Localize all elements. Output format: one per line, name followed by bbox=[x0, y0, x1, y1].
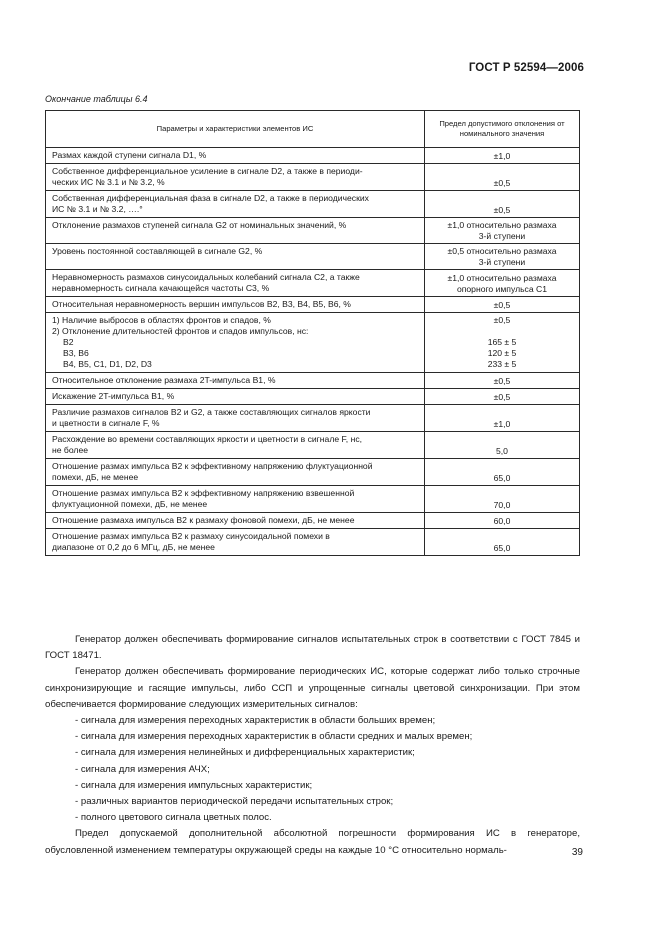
parameter-text: Уровень постоянной составляющей в сигнале G2, % bbox=[52, 246, 263, 256]
page-number: 39 bbox=[571, 847, 583, 858]
tolerance-cell bbox=[425, 218, 580, 244]
parameter-cell bbox=[46, 373, 425, 389]
tolerance-value: ±0,5 bbox=[493, 205, 511, 215]
parameter-cell bbox=[46, 164, 425, 191]
table-row bbox=[46, 191, 580, 218]
parameter-text: В2 bbox=[63, 337, 74, 347]
parameter-cell bbox=[46, 244, 425, 270]
tolerance-value: 70,0 bbox=[493, 500, 511, 510]
tolerance-cell bbox=[425, 191, 580, 218]
table-row bbox=[46, 373, 580, 389]
table-row bbox=[46, 164, 580, 191]
parameter-cell bbox=[46, 191, 425, 218]
parameter-text: Собственное дифференциальное усиление в сигнале D2, а также в периоди- bbox=[52, 166, 363, 176]
table-row bbox=[46, 297, 580, 313]
tolerance-cell bbox=[425, 405, 580, 432]
tolerance-value: 3-й ступени bbox=[478, 257, 526, 267]
parameter-text: Относительная неравномерность вершин импульсов В2, В3, В4, В5, В6, % bbox=[52, 299, 351, 309]
tolerance-cell bbox=[425, 244, 580, 270]
tolerance-cell bbox=[425, 297, 580, 313]
tolerance-value: 5,0 bbox=[496, 446, 508, 456]
tolerance-value: ±1,0 bbox=[493, 419, 511, 429]
parameter-text: Отклонение размахов ступеней сигнала G2 от номинальных значений, % bbox=[52, 220, 347, 230]
list-item: - сигнала для измерения нелинейных и дифференциальных характеристик; bbox=[75, 747, 415, 759]
parameter-cell bbox=[46, 313, 425, 373]
parameter-text: ческих ИС № 3.1 и № 3.2, % bbox=[52, 177, 165, 187]
parameter-cell bbox=[46, 148, 425, 164]
parameter-cell bbox=[46, 432, 425, 459]
parameter-cell bbox=[46, 389, 425, 405]
parameter-text: В4, В5, С1, D1, D2, D3 bbox=[63, 359, 152, 369]
parameter-text: Относительное отклонение размаха 2T-импульса В1, % bbox=[52, 375, 276, 385]
tolerance-value: ±0,5 bbox=[493, 376, 511, 386]
table-row bbox=[46, 244, 580, 270]
parameter-cell bbox=[46, 218, 425, 244]
table-row bbox=[46, 529, 580, 556]
parameter-text: неравномерность сигнала качающейся частоты С3, % bbox=[52, 283, 270, 293]
signal-list bbox=[45, 713, 580, 826]
table-row bbox=[46, 513, 580, 529]
parameter-cell bbox=[46, 529, 425, 556]
tolerance-cell bbox=[425, 486, 580, 513]
tolerance-value: ±0,5 bbox=[493, 392, 511, 402]
tolerance-value: 60,0 bbox=[493, 516, 511, 526]
parameter-text: помехи, дБ, не менее bbox=[52, 472, 139, 482]
parameter-cell bbox=[46, 486, 425, 513]
tolerance-value: ±0,5 bbox=[493, 315, 511, 325]
parameters-table bbox=[45, 110, 580, 556]
tolerance-value: ±0,5 bbox=[493, 178, 511, 188]
parameter-text: диапазоне от 0,2 до 6 МГц, дБ, не менее bbox=[52, 542, 215, 552]
tolerance-value: ±1,0 относительно размаха bbox=[447, 273, 557, 283]
list-item: - полного цветового сигнала цветных полос. bbox=[75, 812, 272, 824]
parameter-text: Размах каждой ступени сигнала D1, % bbox=[52, 150, 207, 160]
list-item: - сигнала для измерения переходных характеристик в области средних и малых времен; bbox=[75, 731, 473, 743]
table-row bbox=[46, 148, 580, 164]
parameter-text: Расхождение во времени составляющих яркости и цветности в сигнале F, нс, bbox=[52, 434, 363, 444]
list-item: - различных вариантов периодической передачи испытательных строк; bbox=[75, 796, 394, 808]
tolerance-value: 120 ± 5 bbox=[487, 348, 517, 358]
table-caption: Окончание таблицы 6.4 bbox=[45, 94, 148, 104]
tolerance-cell bbox=[425, 313, 580, 373]
tolerance-cell bbox=[425, 164, 580, 191]
tolerance-cell bbox=[425, 513, 580, 529]
parameter-cell bbox=[46, 270, 425, 297]
parameter-text: Отношение размаха импульса В2 к размаху фоновой помехи, дБ, не менее bbox=[52, 515, 355, 525]
parameter-cell bbox=[46, 513, 425, 529]
table-row bbox=[46, 486, 580, 513]
body-text bbox=[45, 632, 580, 859]
column-header-parameters: Параметры и характеристики элементов ИС bbox=[46, 111, 425, 148]
parameter-text: Собственная дифференциальная фаза в сигнале D2, а также в периодических bbox=[52, 193, 369, 203]
parameter-cell bbox=[46, 405, 425, 432]
table-row bbox=[46, 218, 580, 244]
table-row bbox=[46, 270, 580, 297]
tolerance-cell bbox=[425, 389, 580, 405]
parameter-text: и цветности в сигнале F, % bbox=[52, 418, 160, 428]
tolerance-value bbox=[431, 326, 573, 337]
tolerance-value: 65,0 bbox=[493, 543, 511, 553]
tolerance-value: ±1,0 относительно размаха bbox=[447, 220, 557, 230]
parameter-text: Неравномерность размахов синусоидальных колебаний сигнала С2, а также bbox=[52, 272, 360, 282]
column-header-tolerance: Предел допустимого отклонения от номинального значения bbox=[425, 111, 580, 148]
tolerance-value: ±0,5 bbox=[493, 300, 511, 310]
list-item: - сигнала для измерения импульсных характеристик; bbox=[75, 779, 313, 791]
tolerance-value: 233 ± 5 bbox=[487, 359, 517, 369]
list-item: - сигнала для измерения АЧХ; bbox=[75, 763, 210, 775]
parameter-text: Отношение размах импульса В2 к размаху синусоидальной помехи в bbox=[52, 531, 330, 541]
tolerance-value: 165 ± 5 bbox=[487, 337, 517, 347]
parameter-text: ИС № 3.1 и № 3.2, ….° bbox=[52, 204, 143, 214]
tolerance-cell bbox=[425, 459, 580, 486]
tolerance-cell bbox=[425, 148, 580, 164]
table-row bbox=[46, 389, 580, 405]
table-row bbox=[46, 405, 580, 432]
table-header-row bbox=[46, 111, 580, 148]
tolerance-value: 3-й ступени bbox=[478, 231, 526, 241]
parameter-text: Искажение 2T-импульса В1, % bbox=[52, 391, 175, 401]
parameter-cell bbox=[46, 297, 425, 313]
body-paragraph: Генератор должен обеспечивать формирование сигналов испытательных строк в соответствии с ГОСТ 7845 и ГОСТ 18471. bbox=[45, 634, 580, 662]
parameter-text: Отношение размах импульса В2 к эффективному напряжению флуктуационной bbox=[52, 461, 373, 471]
body-paragraph: Генератор должен обеспечивать формирование периодических ИС, которые содержат либо только строчные синхронизирующие и гасящие импульсы, либо ССП и упрощенные сигналы цветовой синхронизации. При этом обеспечивается формирование следующих измерительных сигналов: bbox=[45, 666, 580, 710]
parameter-text: 2) Отклонение длительностей фронтов и спадов импульсов, нс: bbox=[52, 326, 309, 336]
parameter-text: Отношение размах импульса В2 к эффективному напряжению взвешенной bbox=[52, 488, 355, 498]
standard-id-header: ГОСТ Р 52594—2006 bbox=[468, 62, 584, 74]
parameter-text: флуктуационной помехи, дБ, не менее bbox=[52, 499, 208, 509]
tolerance-cell bbox=[425, 432, 580, 459]
tolerance-cell bbox=[425, 373, 580, 389]
tolerance-cell bbox=[425, 529, 580, 556]
list-item: - сигнала для измерения переходных характеристик в области больших времен; bbox=[75, 715, 436, 727]
tolerance-value: ±0,5 относительно размаха bbox=[447, 246, 557, 256]
parameter-text: 1) Наличие выбросов в областях фронтов и спадов, % bbox=[52, 315, 271, 325]
table-row bbox=[46, 313, 580, 373]
tolerance-value: ±1,0 bbox=[493, 151, 511, 161]
table-row bbox=[46, 432, 580, 459]
parameter-text: Различие размахов сигналов В2 и G2, а также составляющих сигналов яркости bbox=[52, 407, 371, 417]
parameter-text: В3, В6 bbox=[63, 348, 89, 358]
tolerance-cell bbox=[425, 270, 580, 297]
parameter-text: не более bbox=[52, 445, 88, 455]
table-row bbox=[46, 459, 580, 486]
tolerance-value: 65,0 bbox=[493, 473, 511, 483]
parameter-cell bbox=[46, 459, 425, 486]
body-paragraph: Предел допускаемой дополнительной абсолютной погрешности формирования ИС в генераторе, обусловленной изменением температуры окружающей среды на каждые 10 °С относительно нормаль- bbox=[45, 828, 580, 856]
tolerance-value: опорного импульса С1 bbox=[456, 284, 548, 294]
